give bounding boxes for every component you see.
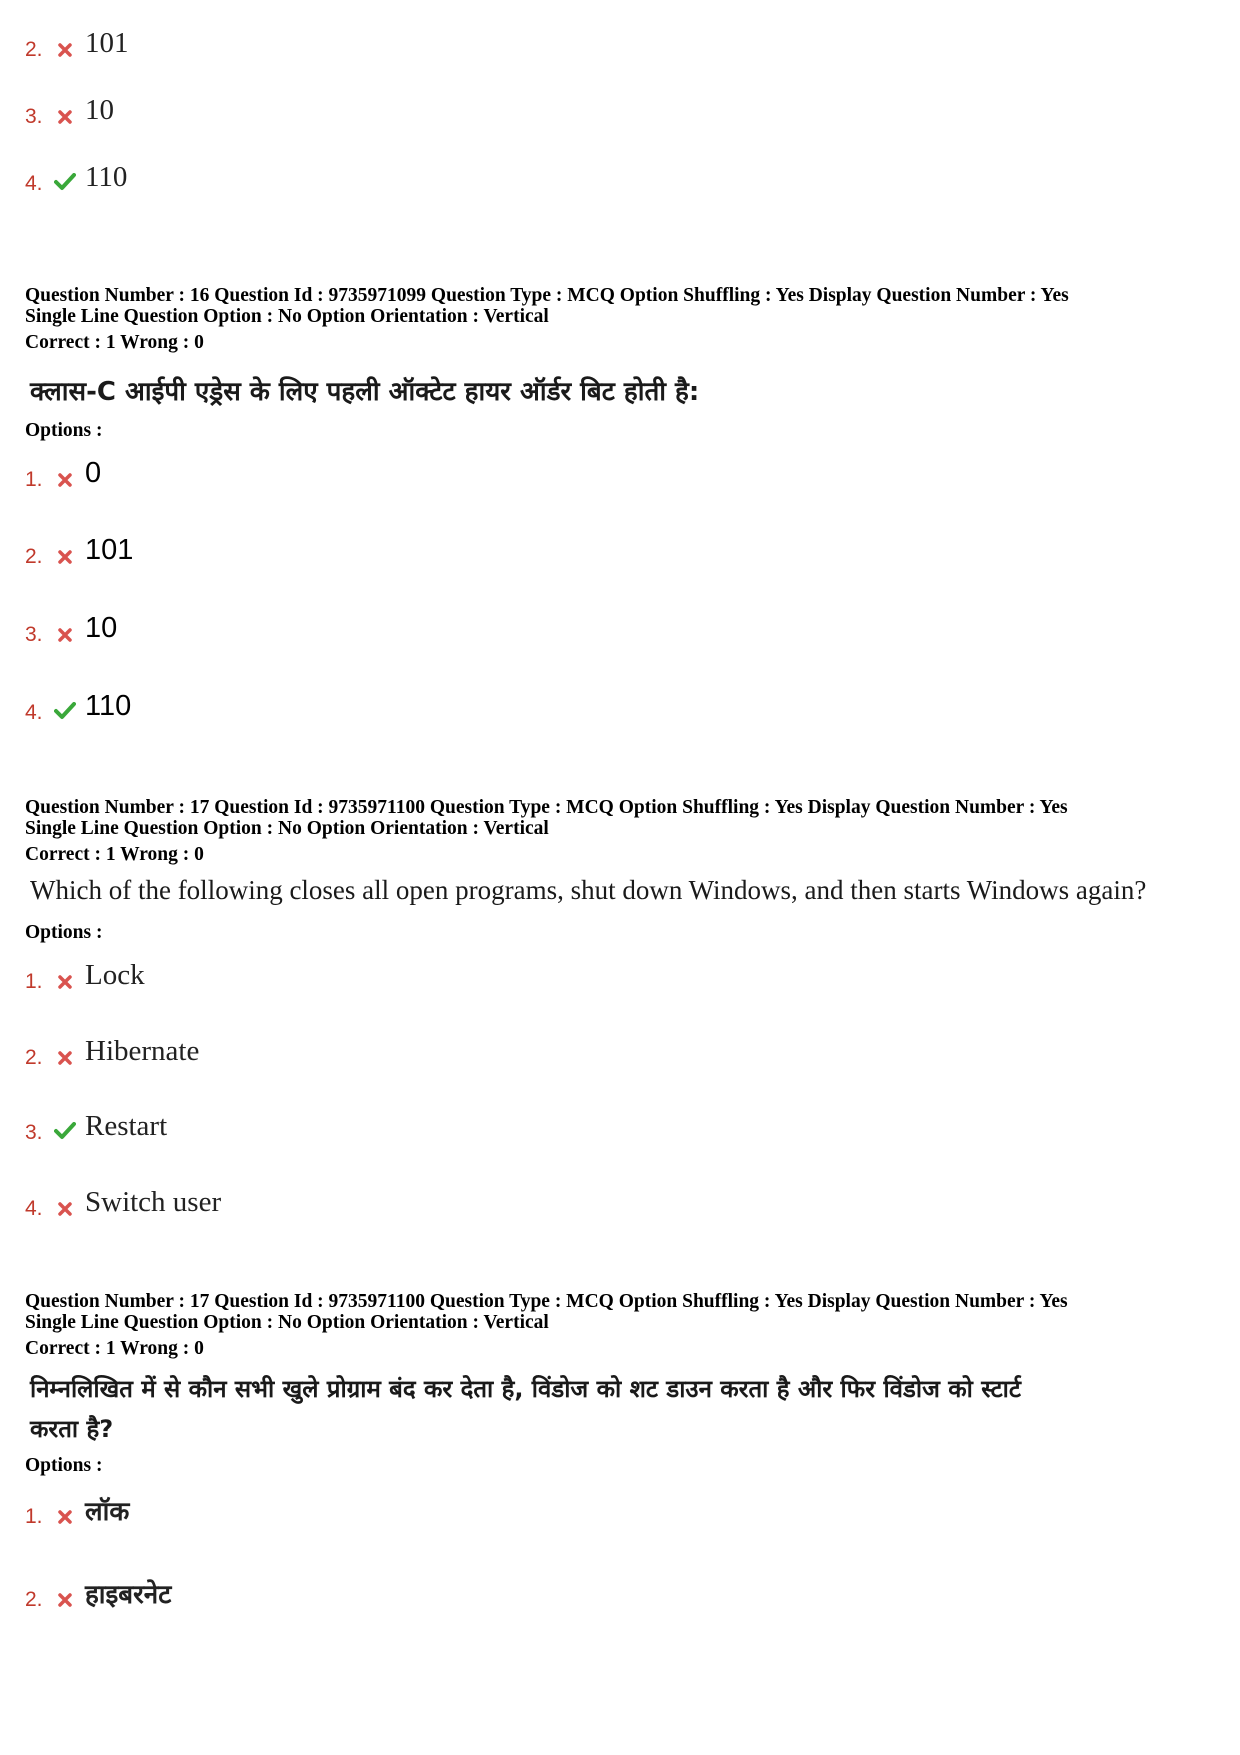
option-text: 0 (85, 457, 102, 489)
wrong-icon (49, 975, 81, 989)
correct-wrong: Correct : 1 Wrong : 0 (25, 844, 204, 865)
wrong-icon (49, 1510, 81, 1524)
wrong-icon (49, 1202, 81, 1216)
option-row (25, 1179, 221, 1219)
options-label: Options : (25, 420, 103, 441)
meta-line-2: Single Line Question Option : No Option Orientation : Vertical (25, 306, 549, 327)
option-row (25, 527, 133, 567)
meta-line-1: Question Number : 16 Question Id : 9735971099 Question Type : MCQ Option Shuffling : Yes Display Question Number : Yes (25, 285, 1069, 306)
meta-line-2: Single Line Question Option : No Option Orientation : Vertical (25, 818, 549, 839)
meta-line-1: Question Number : 17 Question Id : 9735971100 Question Type : MCQ Option Shuffling : Yes Display Question Number : Yes (25, 1291, 1068, 1312)
question-text: Which of the following closes all open programs, shut down Windows, and then starts Windows again? (30, 875, 1147, 905)
meta-line-2: Single Line Question Option : No Option Orientation : Vertical (25, 1312, 549, 1333)
option-number: 2. (25, 1046, 43, 1069)
option-row (25, 20, 129, 60)
wrong-icon (49, 473, 81, 487)
wrong-icon (49, 110, 81, 124)
option-row (25, 952, 145, 992)
wrong-icon (49, 43, 81, 57)
question-meta (25, 797, 1225, 865)
option-text: 10 (85, 612, 118, 644)
wrong-icon (49, 628, 81, 642)
option-text: 110 (85, 690, 132, 722)
correct-wrong: Correct : 1 Wrong : 0 (25, 332, 204, 353)
option-row (25, 1570, 171, 1610)
option-row (25, 1487, 129, 1527)
meta-line-1: Question Number : 17 Question Id : 9735971100 Question Type : MCQ Option Shuffling : Yes Display Question Number : Yes (25, 797, 1068, 818)
correct-wrong: Correct : 1 Wrong : 0 (25, 1338, 204, 1359)
option-text: Switch user (85, 1186, 222, 1218)
option-number: 2. (25, 1588, 43, 1611)
option-number: 3. (25, 623, 43, 646)
options-label: Options : (25, 1455, 103, 1476)
option-row (25, 87, 114, 127)
options-label: Options : (25, 922, 103, 943)
wrong-icon (49, 1051, 81, 1065)
option-text: Hibernate (85, 1035, 200, 1067)
option-row (25, 683, 131, 723)
option-row (25, 450, 101, 490)
option-row (25, 1028, 199, 1068)
option-number: 4. (25, 1197, 43, 1220)
option-number: 2. (25, 38, 43, 61)
option-number: 3. (25, 1121, 43, 1144)
option-text: 110 (85, 161, 128, 193)
option-number: 1. (25, 1505, 43, 1528)
option-row (25, 605, 117, 645)
option-text: 101 (85, 534, 134, 566)
check-icon (49, 702, 81, 720)
question-meta (25, 1291, 1225, 1359)
option-text: Restart (85, 1110, 168, 1142)
question-text: क्लास-C आईपी एड्रेस के लिए पहली ऑक्टेट हायर ऑर्डर बिट होती है: (30, 377, 700, 407)
option-number: 3. (25, 105, 43, 128)
check-icon (49, 173, 81, 191)
option-row (25, 1103, 167, 1143)
wrong-icon (49, 1593, 81, 1607)
option-number: 4. (25, 701, 43, 724)
option-text: लॉक (85, 1497, 130, 1527)
option-text: 10 (85, 94, 114, 126)
option-number: 4. (25, 172, 43, 195)
option-number: 1. (25, 970, 43, 993)
question-text-line-1: निम्नलिखित में से कौन सभी खुले प्रोग्राम बंद कर देता है, विंडोज को शट डाउन करता है और फिर विंडोज को स्टार्ट (30, 1375, 1021, 1403)
option-text: Lock (85, 959, 145, 991)
check-icon (49, 1122, 81, 1140)
wrong-icon (49, 550, 81, 564)
question-meta (25, 285, 1225, 353)
option-text: हाइबरनेट (85, 1580, 172, 1610)
option-number: 1. (25, 468, 43, 491)
option-text: 101 (85, 27, 129, 59)
question-text-line-2: करता है? (30, 1415, 114, 1443)
option-row (25, 154, 127, 194)
option-number: 2. (25, 545, 43, 568)
